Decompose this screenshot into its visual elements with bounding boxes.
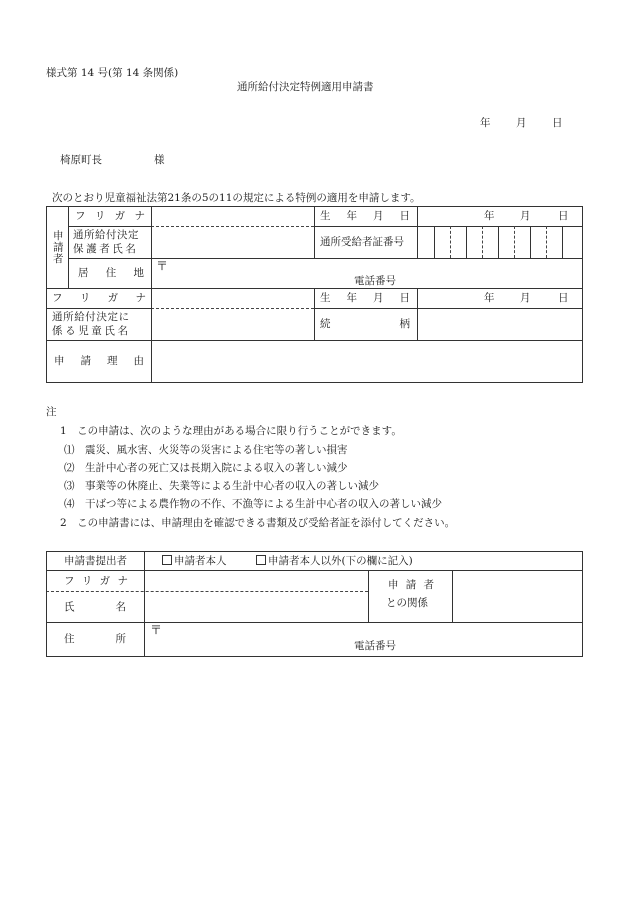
note-sub-4: ⑷ 干ばつ等による農作物の不作、不漁等による生計中心者の収入の著しい減少 [64, 498, 442, 510]
date-year-label: 年 [480, 117, 491, 129]
child-birth-label: 生 年 月 日 [320, 292, 410, 305]
submitter-address-label: 住 所 [64, 633, 126, 646]
address-label: 居 住 地 [78, 267, 144, 280]
applicant-birth-month: 月 [520, 210, 531, 222]
child-birth-year: 年 [484, 292, 495, 304]
submitter-postal-mark: 〒 [150, 623, 163, 637]
applicant-birth-year: 年 [484, 210, 495, 222]
child-label-line1: 通所給付決定に [52, 311, 130, 323]
note-item-1: 1 この申請は、次のような理由がある場合に限り行うことができます。 [60, 425, 402, 437]
note-sub-1: ⑴ 震災、風水害、火災等の災害による住宅等の著しい損害 [64, 444, 348, 456]
child-furigana-label: フ リ ガ ナ [52, 292, 146, 305]
other-checkbox[interactable] [256, 555, 266, 565]
applicant-phone-label: 電話番号 [354, 275, 396, 287]
addressee-suffix: 様 [154, 154, 165, 166]
applicant-birth-day: 日 [558, 210, 569, 222]
guardian-label-line1: 通所給付決定 [73, 229, 139, 241]
submitter-label: 申請書提出者 [64, 554, 127, 567]
note-item-2: 2 この申請書には、申請理由を確認できる書類及び受給者証を添付してください。 [60, 517, 456, 529]
reason-label: 申 請 理 由 [54, 355, 144, 368]
submitter-relation-line1: 申 請 者 [388, 578, 434, 591]
option-self-label: 申請者本人 [174, 555, 227, 567]
child-birth-month: 月 [520, 292, 531, 304]
form-title: 通所給付決定特例適用申請書 [237, 81, 374, 93]
date-month-label: 月 [516, 117, 527, 129]
applicant-birth-label: 生 年 月 日 [320, 210, 410, 223]
form-number: 様式第 14 号(第 14 条関係) [46, 67, 179, 79]
date-day-label: 日 [552, 117, 563, 129]
submitter-phone-label: 電話番号 [354, 640, 396, 652]
note-sub-3: ⑶ 事業等の休廃止、失業等による生計中心者の収入の著しい減少 [64, 480, 379, 492]
submitter-furigana-label: フ リ ガ ナ [64, 574, 128, 587]
child-label-line2: 係る児童氏名 [52, 325, 131, 337]
submitter-name-label: 氏 名 [64, 600, 126, 613]
intro-text: 次のとおり児童福祉法第21条の5の11の規定による特例の適用を申請します。 [52, 192, 421, 204]
applicant-postal-mark: 〒 [156, 259, 169, 273]
addressee-name: 椅原町長 [60, 154, 102, 166]
note-sub-2: ⑵ 生計中心者の死亡又は長期入院による収入の著しい減少 [64, 462, 348, 474]
child-birth-day: 日 [558, 292, 569, 304]
option-other[interactable] [256, 555, 413, 568]
notes-heading: 注 [46, 406, 57, 418]
relation-label: 続 柄 [320, 318, 410, 331]
certificate-number-label: 通所受給者証番号 [320, 236, 404, 249]
submitter-relation-line2: との関係 [386, 597, 428, 609]
option-self[interactable] [162, 555, 227, 568]
applicant-group-label: 申請者 [51, 230, 64, 265]
guardian-label-line2: 保護者氏名 [73, 243, 139, 255]
self-checkbox[interactable] [162, 555, 172, 565]
applicant-furigana-label: フ リ ガ ナ [75, 210, 145, 223]
option-other-label: 申請者本人以外(下の欄に記入) [268, 555, 413, 567]
